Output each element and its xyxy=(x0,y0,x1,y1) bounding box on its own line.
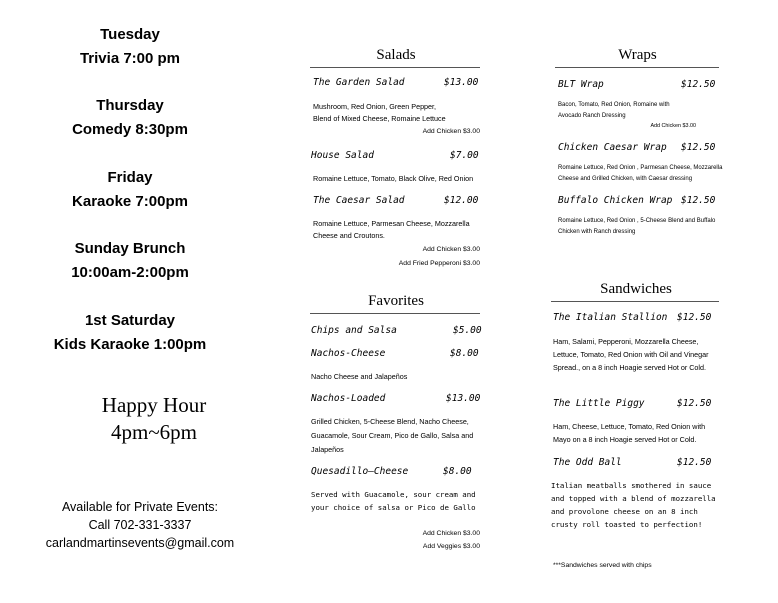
menu-item-desc: Romaine Lettuce, Red Onion , 5-Cheese Blend and Buffalo xyxy=(558,218,716,224)
section-divider xyxy=(310,67,480,68)
menu-item-desc: your choice of salsa or Pico de Gallo xyxy=(311,503,476,512)
contact-email: carlandmartinsevents@gmail.com xyxy=(45,536,235,550)
menu-item-desc: Guacamole, Sour Cream, Pico de Gallo, Salsa and xyxy=(311,431,474,440)
menu-item-desc: Lettuce, Tomato, Red Onion with Oil and Vinegar xyxy=(553,350,709,359)
menu-item-desc: Bacon, Tomato, Red Onion, Romaine with xyxy=(558,102,670,108)
menu-item-desc: Ham, Cheese, Lettuce, Tomato, Red Onion with xyxy=(553,422,706,431)
section-title: Sandwiches xyxy=(600,281,672,297)
event-detail: 10:00am-2:00pm xyxy=(71,264,189,281)
menu-item-desc: Italian meatballs smothered in sauce xyxy=(551,481,712,490)
menu-item-name: BLT Wrap xyxy=(558,79,604,90)
menu-item-desc: Served with Guacamole, sour cream and xyxy=(311,490,476,499)
contact-phone: Call 702-331-3337 xyxy=(88,518,192,532)
menu-item-price: $12.00 xyxy=(444,195,479,206)
menu-item-name: House Salad xyxy=(311,150,374,161)
menu-item-name: Chicken Caesar Wrap xyxy=(558,142,667,153)
menu-item-name: The Italian Stallion xyxy=(553,312,668,323)
menu-item-name: The Little Piggy xyxy=(553,398,645,409)
event-day: Thursday xyxy=(96,97,164,114)
section-title: Salads xyxy=(376,47,416,63)
section-divider xyxy=(551,301,719,302)
menu-item-name: The Caesar Salad xyxy=(313,195,405,206)
menu-addon: Add Fried Pepperoni $3.00 xyxy=(398,260,480,267)
happy-hour-time: 4pm~6pm xyxy=(110,420,198,444)
menu-item-name: Nachos-Loaded xyxy=(311,393,386,404)
menu-item-price: $12.50 xyxy=(681,142,716,153)
menu-item-desc: Romaine Lettuce, Red Onion , Parmesan Cheese, Mozzarella xyxy=(558,165,723,171)
menu-item-desc: Ham, Salami, Pepperoni, Mozzarella Cheese, xyxy=(553,337,699,346)
menu-item-name: Quesadillo—Cheese xyxy=(311,466,409,477)
menu-item-desc: Romaine Lettuce, Parmesan Cheese, Mozzarella xyxy=(313,219,470,228)
menu-item-desc: Avocado Ranch Dressing xyxy=(558,113,626,119)
menu-item-desc: Spread., on a 8 inch Hoagie served Hot or Cold. xyxy=(553,363,707,372)
menu-item-name: Chips and Salsa xyxy=(311,325,397,336)
menu-item-price: $12.50 xyxy=(677,398,712,409)
menu-item-price: $13.00 xyxy=(446,393,481,404)
menu-item-name: Nachos-Cheese xyxy=(311,348,386,359)
happy-hour-title: Happy Hour xyxy=(101,393,207,417)
section-title: Favorites xyxy=(368,293,424,309)
menu-item-desc: Mushroom, Red Onion, Green Pepper, xyxy=(313,102,437,111)
event-day: Tuesday xyxy=(100,26,160,43)
menu-item-price: $12.50 xyxy=(681,79,716,90)
menu-item-price: $12.50 xyxy=(677,312,712,323)
menu-item-desc: and provolone cheese on an 8 inch xyxy=(551,507,698,516)
menu-item-desc: Nacho Cheese and Jalapeños xyxy=(311,372,408,381)
section-divider xyxy=(310,313,480,314)
menu-item-price: $12.50 xyxy=(677,457,712,468)
menu-addon: Add Chicken $3.00 xyxy=(422,530,480,537)
menu-addon: Add Veggies $3.00 xyxy=(422,543,480,550)
event-detail: Comedy 8:30pm xyxy=(72,121,188,138)
contact-line: Available for Private Events: xyxy=(61,500,219,514)
sandwiches-note: ***Sandwiches served with chips xyxy=(553,562,652,569)
menu-item-desc: Blend of Mixed Cheese, Romaine Lettuce xyxy=(313,114,446,123)
menu-item-desc: crusty roll toasted to perfection! xyxy=(551,520,703,529)
event-detail: Kids Karaoke 1:00pm xyxy=(53,336,207,353)
menu-item-name: The Garden Salad xyxy=(313,77,405,88)
section-title: Wraps xyxy=(618,47,657,63)
menu-addon: Add Chicken $3.00 xyxy=(422,128,480,135)
event-detail: Karaoke 7:00pm xyxy=(72,193,188,210)
menu-item-desc: Grilled Chicken, 5-Cheese Blend, Nacho Cheese, xyxy=(311,417,469,426)
event-day: Sunday Brunch xyxy=(74,240,186,257)
menu-item-desc: Cheese and Grilled Chicken, with Caesar dressing xyxy=(558,176,693,182)
menu-item-price: $8.00 xyxy=(450,348,479,359)
menu-item-desc: and topped with a blend of mozzarella xyxy=(551,494,716,503)
event-detail: Trivia 7:00 pm xyxy=(79,50,181,67)
menu-item-name: Buffalo Chicken Wrap xyxy=(558,195,673,206)
menu-item-price: $12.50 xyxy=(681,195,716,206)
menu-item-price: $5.00 xyxy=(453,325,482,336)
menu-item-desc: Jalapeños xyxy=(311,445,344,454)
event-day: Friday xyxy=(107,169,153,186)
section-divider xyxy=(555,67,719,68)
menu-item-price: $13.00 xyxy=(444,77,479,88)
menu-item-price: $7.00 xyxy=(450,150,479,161)
menu-item-name: The Odd Ball xyxy=(553,457,622,468)
menu-addon: Add Chicken $3.00 xyxy=(422,246,480,253)
menu-item-desc: Cheese and Croutons. xyxy=(313,231,385,240)
menu-item-price: $8.00 xyxy=(443,466,472,477)
event-day: 1st Saturday xyxy=(84,312,176,329)
menu-item-desc: Romaine Lettuce, Tomato, Black Olive, Red Onion xyxy=(313,174,474,183)
menu-addon: Add Chicken $3.00 xyxy=(650,123,696,129)
menu-item-desc: Mayo on a 8 inch Hoagie served Hot or Cold. xyxy=(553,435,697,444)
menu-item-desc: Chicken with Ranch dressing xyxy=(558,229,636,235)
